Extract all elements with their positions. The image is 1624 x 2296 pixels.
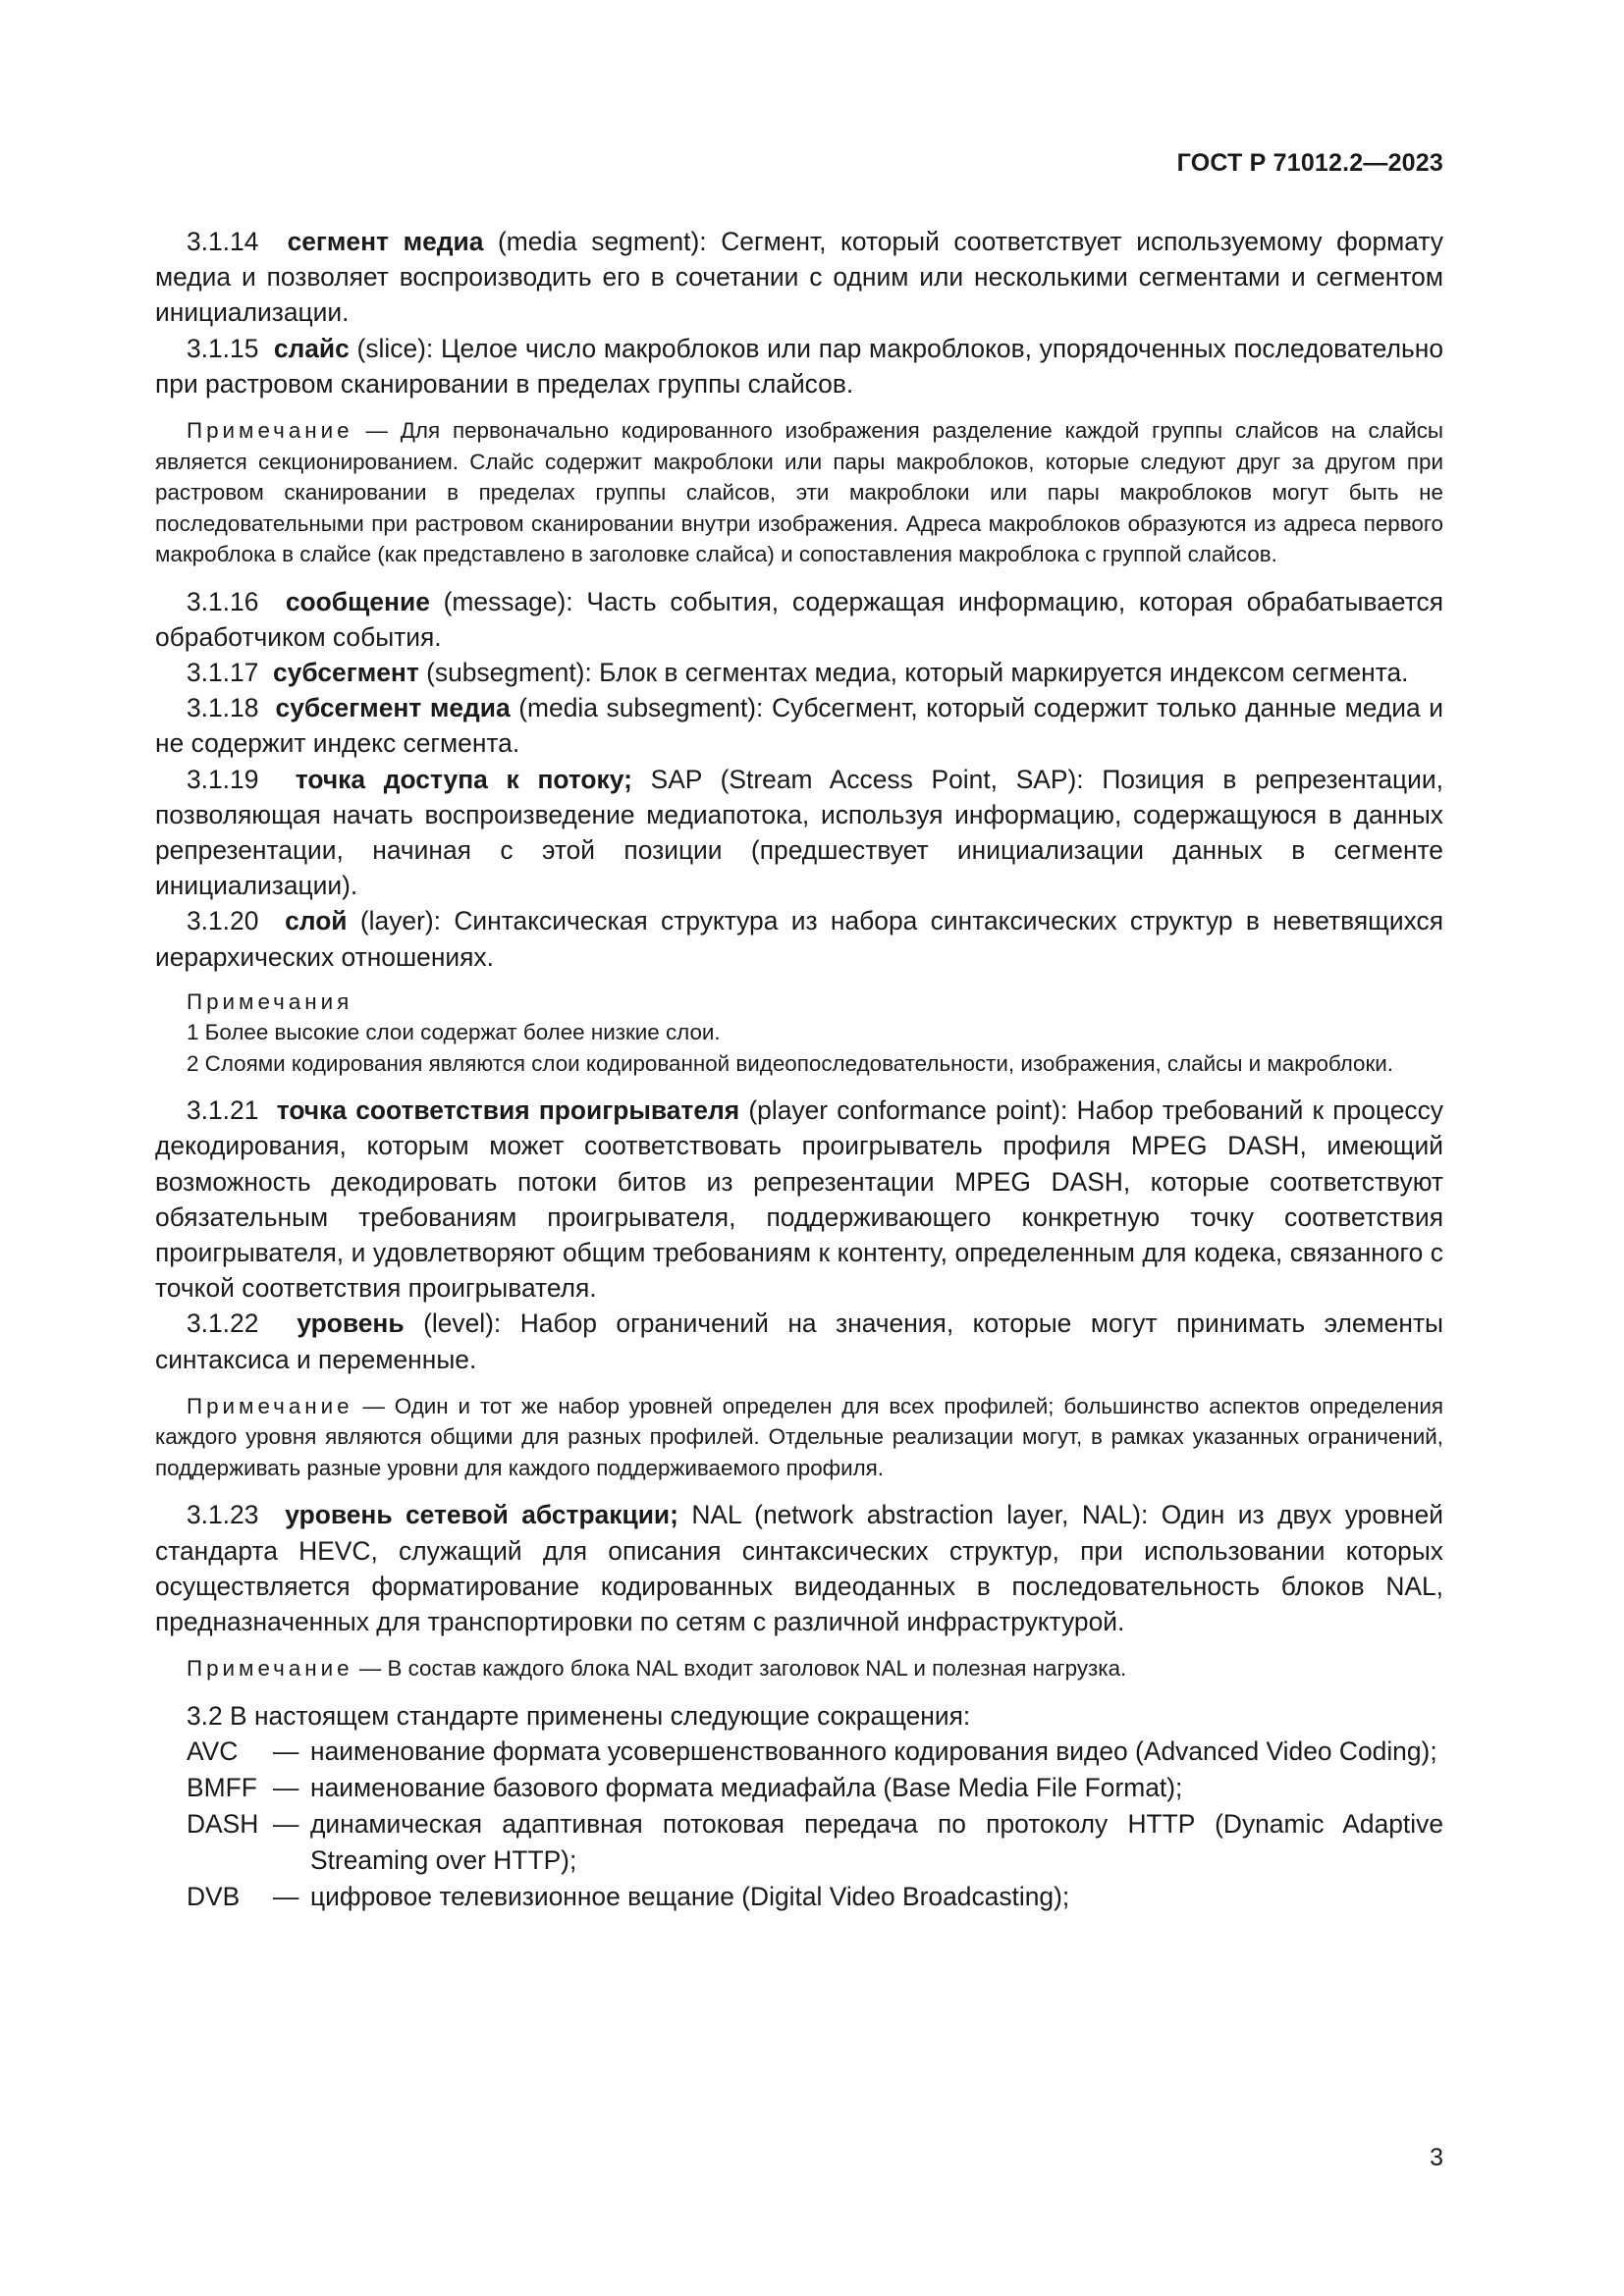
term-definition: SAP (Stream Access Point, SAP): Позиция в репрезентации, позволяющая начать воспроизведение медиапотока, используя информацию, содержащуюся в данных репрезентации, начиная с этой позиции (предшествует инициализации данных в сегменте инициализации). (155, 764, 1443, 901)
term-3-1-18 (155, 690, 1443, 761)
term-3-1-16 (155, 584, 1443, 655)
term-number: 3.1.16 (187, 586, 259, 616)
term-3-1-20 (155, 903, 1443, 974)
abbreviation-dash-http (155, 1806, 1443, 1877)
term-name: сегмент медиа (287, 227, 484, 256)
note-text: Для первоначально кодированного изображения разделение каждой группы слайсов на слайсы является секционированием. Слайс содержит макроблоки или пары макроблоков, которые следуют друг за другом при растровом сканировании в пределах группы слайсов, эти макроблоки или пары макроблоков могут быть не последовательными при растровом сканировании внутри изображения. Адреса макроблоков образуются из адреса первого макроблока в слайсе (как представлено в заголовке слайса) и сопоставления макроблока с группой слайсов. (155, 418, 1444, 567)
term-definition: (media segment): Сегмент, который соответствует используемому формату медиа и позволяет воспроизводить его в сочетании с одним или несколькими сегментами и сегментом инициализации. (155, 227, 1443, 328)
term-name: сообщение (285, 586, 430, 616)
term-3-1-22 (155, 1306, 1443, 1376)
document-id-header: ГОСТ Р 71012.2—2023 (1176, 149, 1443, 177)
term-definition: (message): Часть события, содержащая информацию, которая обрабатывается обработчиком события. (155, 586, 1443, 652)
note-item-2: 2 Слоями кодирования являются слои кодированной видеопоследовательности, изображения, слайсы и макроблоки. (187, 1050, 1394, 1076)
term-3-1-14 (155, 224, 1443, 331)
term-name: слайс (273, 333, 350, 363)
term-definition: (player conformance point): Набор требований к процессу декодирования, которым может соответствовать проигрыватель профиля MPEG DASH, имеющий возможность декодировать потоки битов из репрезентации MPEG DASH, которые соответствуют обязательным требованиям проигрывателя, поддерживающего конкретную точку соответствия проигрывателя, и удовлетворяют общим требованиям к контенту, определенным для кодека, связанного с точкой соответствия проигрывателя. (155, 1095, 1443, 1304)
note-item-1: 1 Более высокие слои содержат более низкие слои. (187, 1020, 721, 1045)
abbreviation-key: DVB (187, 1881, 241, 1911)
term-3-1-21 (155, 1093, 1443, 1306)
abbreviation-key: BMFF (187, 1773, 257, 1803)
abbreviation-bmff (155, 1770, 1443, 1805)
notes-heading-3-1-20: Примечания (187, 988, 353, 1014)
note-label: Примечание (187, 1393, 353, 1418)
term-3-1-17 (155, 655, 1443, 690)
abbreviation-dvb (155, 1879, 1443, 1914)
term-name: субсегмент (273, 657, 419, 687)
note-label: Примечание (187, 418, 353, 444)
abbreviation-text: динамическая адаптивная потоковая передача по протоколу HTTP (Dynamic Adaptive Streaming over HTTP); (310, 1809, 1443, 1875)
term-number: 3.1.19 (187, 764, 259, 794)
term-number: 3.1.20 (187, 906, 259, 936)
abbreviation-avc (155, 1734, 1443, 1769)
note-dash: — (352, 1393, 395, 1418)
abbreviation-dash: — (273, 1773, 299, 1803)
abbreviation-dash: — (273, 1809, 299, 1840)
note-label: Примечание (187, 1656, 353, 1682)
term-number: 3.1.21 (187, 1095, 259, 1126)
term-number: 3.1.22 (187, 1308, 259, 1339)
term-definition: NAL (network abstraction layer, NAL): Один из двух уровней стандарта HEVC, служащий для описания синтаксических структур, при использовании которых осуществляется форматирование кодированных видеоданных в последовательность блоков NAL, предназначенных для транспортировки по сетям с различной инфраструктурой. (155, 1500, 1444, 1636)
note-text: Один и тот же набор уровней определен для всех профилей; большинство аспектов определения каждого уровня являются общими для разных профилей. Отдельные реализации могут, в рамках указанных ограничений, поддерживать разные уровни для каждого поддерживаемого профиля. (155, 1393, 1443, 1480)
abbreviation-text: наименование базового формата медиафайла (Base Media File Format); (310, 1773, 1183, 1803)
main-content (155, 224, 1443, 1915)
term-name: уровень (297, 1308, 405, 1339)
term-name: точка соответствия проигрывателя (276, 1095, 740, 1126)
term-number: 3.1.17 (187, 657, 259, 687)
abbreviation-key: AVC (187, 1735, 239, 1766)
term-name: точка доступа к потоку; (295, 764, 632, 794)
term-definition: (subsegment): Блок в сегментах медиа, который маркируется индексом сегмента. (418, 657, 1409, 687)
term-3-1-15 (155, 331, 1443, 401)
term-definition: (layer): Синтаксическая структура из набора синтаксических структур в неветвящихся иерархических отношениях. (155, 906, 1443, 972)
term-definition: (media subsegment): Субсегмент, который содержит только данные медиа и не содержит индекс сегмента. (155, 693, 1444, 759)
abbreviation-dash: — (273, 1881, 299, 1911)
term-name: субсегмент медиа (275, 693, 511, 723)
term-number: 3.1.18 (187, 693, 259, 723)
note-dash: — (352, 418, 401, 444)
note-3-1-22 (155, 1391, 1443, 1484)
term-name: уровень сетевой абстракции; (285, 1500, 678, 1530)
note-3-1-23 (155, 1653, 1443, 1684)
abbreviations-intro: 3.2 В настоящем стандарте применены следующие сокращения: (187, 1700, 971, 1731)
term-3-1-23 (155, 1497, 1443, 1639)
abbreviation-dash: — (273, 1735, 299, 1766)
term-number: 3.1.14 (187, 227, 259, 256)
term-3-1-19 (155, 762, 1443, 904)
abbreviation-text: цифровое телевизионное вещание (Digital Video Broadcasting); (310, 1881, 1070, 1911)
abbreviation-key: DASH (187, 1809, 259, 1840)
abbreviation-text: наименование формата усовершенствованного кодирования видео (Advanced Video Coding); (310, 1735, 1437, 1766)
term-number: 3.1.15 (187, 333, 259, 363)
term-definition: (level): Набор ограничений на значения, которые могут принимать элементы синтаксиса и переменные. (155, 1308, 1443, 1374)
term-number: 3.1.23 (187, 1500, 259, 1530)
term-name: слой (285, 906, 348, 936)
page-number: 3 (1430, 2144, 1443, 2171)
term-definition: (slice): Целое число макроблоков или пар макроблоков, упорядоченных последовательно при растровом сканировании в пределах группы слайсов. (155, 333, 1443, 399)
note-3-1-15 (155, 415, 1443, 570)
note-dash: — (352, 1656, 388, 1682)
note-text: В состав каждого блока NAL входит заголовок NAL и полезная нагрузка. (387, 1656, 1127, 1682)
